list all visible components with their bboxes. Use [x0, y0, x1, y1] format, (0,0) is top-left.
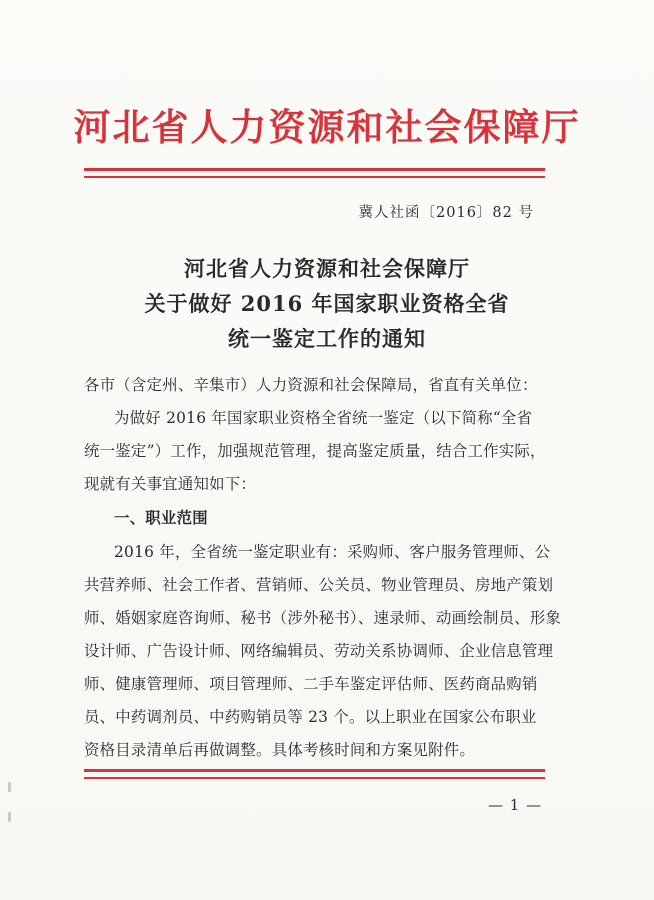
- notice-title-line-1: 河北省人力资源和社会保障厅: [184, 256, 470, 281]
- scan-artifact: [8, 812, 11, 822]
- salutation: 各市（含定州、辛集市）人力资源和社会保障局，省直有关单位：: [84, 376, 538, 394]
- section-line-3: 师、婚姻家庭咨询师、秘书（涉外秘书）、速录师、动画绘制员、形象: [84, 609, 562, 627]
- notice-title-line-3: 统一鉴定工作的通知: [228, 326, 426, 351]
- letterhead-rule-thick: [84, 168, 545, 171]
- page-number: — 1 —: [488, 796, 543, 814]
- intro-line-1: 为做好 2016 年国家职业资格全省统一鉴定（以下简称“全省: [114, 409, 533, 427]
- letterhead-rule-thin: [84, 176, 545, 178]
- section-line-7: 资格目录清单后再做调整。具体考核时间和方案见附件。: [84, 741, 476, 759]
- notice-title-line-2: 关于做好 2016 年国家职业资格全省: [144, 291, 510, 316]
- intro-line-2: 统一鉴定”）工作，加强规范管理，提高鉴定质量，结合工作实际，: [84, 442, 546, 460]
- document-number: 冀人社函〔2016〕82 号: [358, 205, 534, 221]
- section-line-6: 员、中药调剂员、中药购销员等 23 个。以上职业在国家公布职业: [84, 708, 537, 726]
- scan-artifact: [8, 782, 11, 792]
- footer-rule-thick: [84, 769, 545, 772]
- section-line-4: 设计师、广告设计师、网络编辑员、劳动关系协调师、企业信息管理: [84, 642, 554, 660]
- section-line-2: 共营养师、社会工作者、营销师、公关员、物业管理员、房地产策划: [84, 576, 554, 594]
- letterhead-org-name: 河北省人力资源和社会保障厅: [73, 105, 581, 149]
- section-line-1: 2016 年，全省统一鉴定职业有：采购师、客户服务管理师、公: [114, 543, 551, 561]
- section-heading: 一、职业范围: [114, 509, 208, 527]
- intro-line-3: 现就有关事宜通知如下：: [84, 475, 257, 493]
- section-line-5: 师、健康管理师、项目管理师、二手车鉴定评估师、医药商品购销: [84, 675, 538, 693]
- footer-rule-thin: [84, 777, 545, 779]
